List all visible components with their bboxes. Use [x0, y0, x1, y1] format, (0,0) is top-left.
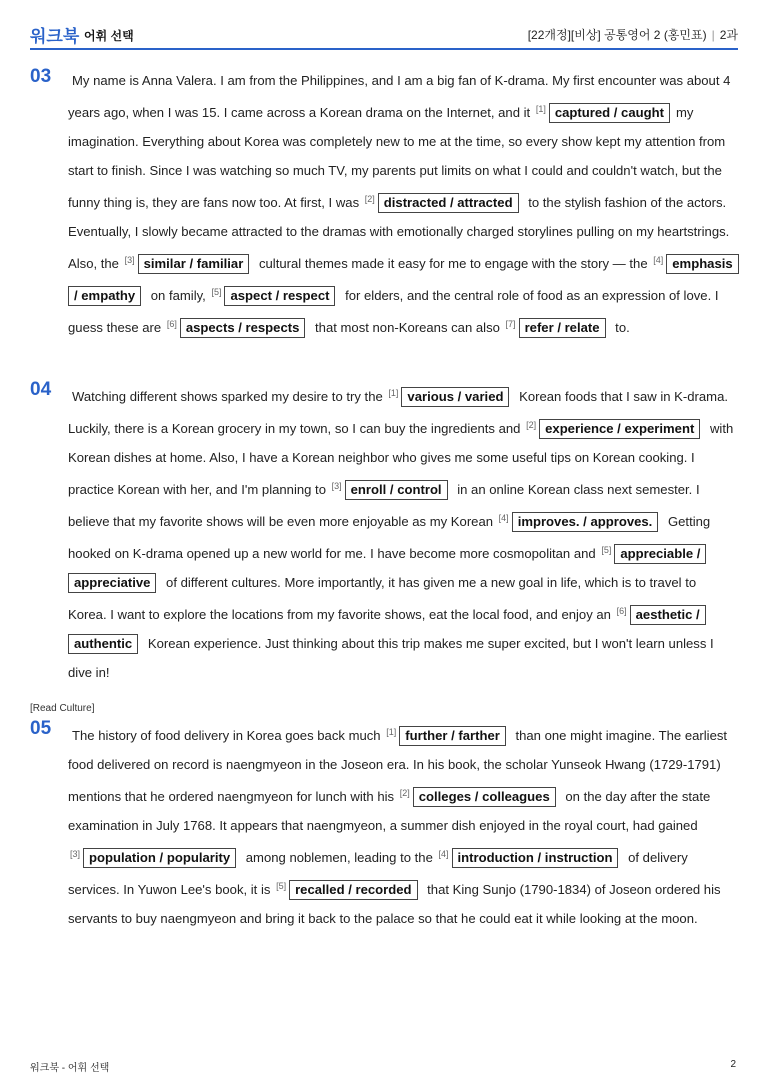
word-choice-box[interactable]: emphasis / empathy [68, 254, 739, 306]
course-title: [22개정][비상] 공통영어 2 (홍민표) [527, 28, 707, 42]
word-choice-box[interactable]: recalled / recorded [289, 880, 417, 900]
word-choice-box[interactable]: refer / relate [519, 318, 606, 338]
word-choice-box[interactable]: distracted / attracted [378, 193, 519, 213]
blank-marker: [6] [166, 319, 177, 329]
passage-text [68, 66, 738, 342]
read-culture-label: [Read Culture] [30, 703, 95, 714]
passage-segment: of different cultures. More importantly, it has given me a new goal in life, which is to travel to Korea. I want to explore the locations from my favorite shows, eat the local food, and enjoy an [68, 575, 697, 622]
worksheet-type: 어휘 선택 [84, 29, 134, 43]
passage-segment: that King Sunjo (1790-1834) of Joseon ordered his servants to buy naengmyeon and bring it back to the palace so that he could eat it while looking at the moon. [68, 882, 721, 926]
word-choice-box[interactable]: introduction / instruction [452, 848, 619, 868]
passage-segment: Korean foods that I saw in K-drama. Luckily, there is a Korean grocery in my town, so I can buy the ingredients and [68, 389, 729, 436]
blank-marker: [2] [399, 788, 410, 798]
workbook-logo: 워크북 [30, 27, 80, 46]
section-number: 04 [30, 379, 52, 400]
word-choice-box[interactable]: colleges / colleagues [413, 787, 556, 807]
word-choice-box[interactable]: experience / experiment [539, 419, 700, 439]
word-choice-box[interactable]: improves. / approves. [512, 512, 659, 532]
word-choice-box[interactable]: captured / caught [549, 103, 670, 123]
passage-segment: in an online Korean class next semester. I believe that my favorite shows will be even more enjoyable as my Korean [68, 482, 700, 529]
passage-segment: to. [611, 320, 630, 335]
course-info [528, 26, 738, 43]
section-04 [30, 379, 738, 687]
section-05 [30, 718, 738, 933]
passage-segment: Getting hooked on K-drama opened up a new world for me. I have become more cosmopolitan and [68, 514, 711, 561]
word-choice-box[interactable]: further / farther [399, 726, 506, 746]
blank-marker: [4] [653, 255, 664, 265]
blank-marker: [7] [505, 319, 516, 329]
word-choice-box[interactable]: similar / familiar [138, 254, 250, 274]
passage-segment: Korean experience. Just thinking about this trip makes me super excited, but I won't learn unless I dive in! [68, 636, 714, 680]
passage-text [68, 379, 738, 687]
word-choice-box[interactable]: aesthetic / authentic [68, 605, 706, 654]
passage-segment: of delivery services. In Yuwon Lee's book, it is [68, 850, 688, 897]
blank-marker: [2] [526, 420, 537, 430]
passage-segment: with Korean dishes at home. Also, I have a Korean neighbor who gives me some useful tips on Korean cooking. I practice Korean with her, and I'm planning to [68, 421, 734, 497]
blank-marker: [3] [124, 255, 135, 265]
blank-marker: [3] [70, 849, 81, 859]
section-number: 03 [30, 66, 52, 87]
passage-segment: The history of food delivery in Korea goes back much [72, 728, 385, 743]
word-choice-box[interactable]: enroll / control [345, 480, 448, 500]
word-choice-box[interactable]: various / varied [401, 387, 509, 407]
page-number: 2 [730, 1059, 736, 1070]
section-03 [30, 66, 738, 342]
blank-marker: [1] [388, 388, 399, 398]
passage-segment: than one might imagine. The earliest food delivered on record is naengmyeon in the Joseon era. In his book, the scholar Yunseok Hwang (1729-1791) mentions that he ordered naengmyeon for lunch with his [68, 728, 728, 804]
passage-segment: Watching different shows sparked my desire to try the [72, 389, 387, 404]
blank-marker: [4] [498, 513, 509, 523]
passage-segment: that most non-Koreans can also [311, 320, 504, 335]
passage-text [68, 718, 738, 933]
blank-marker: [5] [601, 545, 612, 555]
passage-segment: cultural themes made it easy for me to engage with the story — the [255, 256, 652, 271]
blank-marker: [4] [438, 849, 449, 859]
section-number: 05 [30, 718, 52, 739]
word-choice-box[interactable]: population / popularity [83, 848, 236, 868]
word-choice-box[interactable]: aspects / respects [180, 318, 306, 338]
blank-marker: [1] [535, 104, 546, 114]
blank-marker: [5] [211, 287, 222, 297]
blank-marker: [2] [364, 194, 375, 204]
blank-marker: [1] [386, 727, 397, 737]
blank-marker: [6] [616, 606, 627, 616]
blank-marker: [5] [276, 881, 287, 891]
lesson-label: 2과 [719, 28, 738, 42]
word-choice-box[interactable]: appreciable / appreciative [68, 544, 706, 593]
footer-title: 워크북 - 어휘 선택 [30, 1063, 110, 1074]
passage-segment: on family, [147, 288, 210, 303]
passage-segment: My name is Anna Valera. I am from the Philippines, and I am a big fan of K-drama. My first encounter was about 4 years ago, when I was 15. I came across a Korean drama on the Internet, and it [68, 73, 731, 120]
passage-segment: on the day after the state examination in July 1768. It appears that naengmyeon, a summer dish enjoyed in the royal court, had gained [68, 789, 711, 833]
word-choice-box[interactable]: aspect / respect [224, 286, 335, 306]
passage-segment: my imagination. Everything about Korea was completely new to me at the time, so every show kept my attention from start to finish. Since I was watching so much TV, my parents put limits on what I could and couldn't watch, but the funny thing is, they are fans now too. At first, I was [68, 105, 726, 210]
passage-segment: to the stylish fashion of the actors. Eventually, I slowly became attracted to the dramas with emotionally charged storylines pulling on my heartstrings. Also, the [68, 195, 730, 271]
passage-segment: among noblemen, leading to the [242, 850, 437, 865]
header-separator: | [711, 28, 715, 42]
page-header [30, 20, 738, 50]
passage-segment: for elders, and the central role of food as an expression of love. I guess these are [68, 288, 719, 335]
blank-marker: [3] [331, 481, 342, 491]
